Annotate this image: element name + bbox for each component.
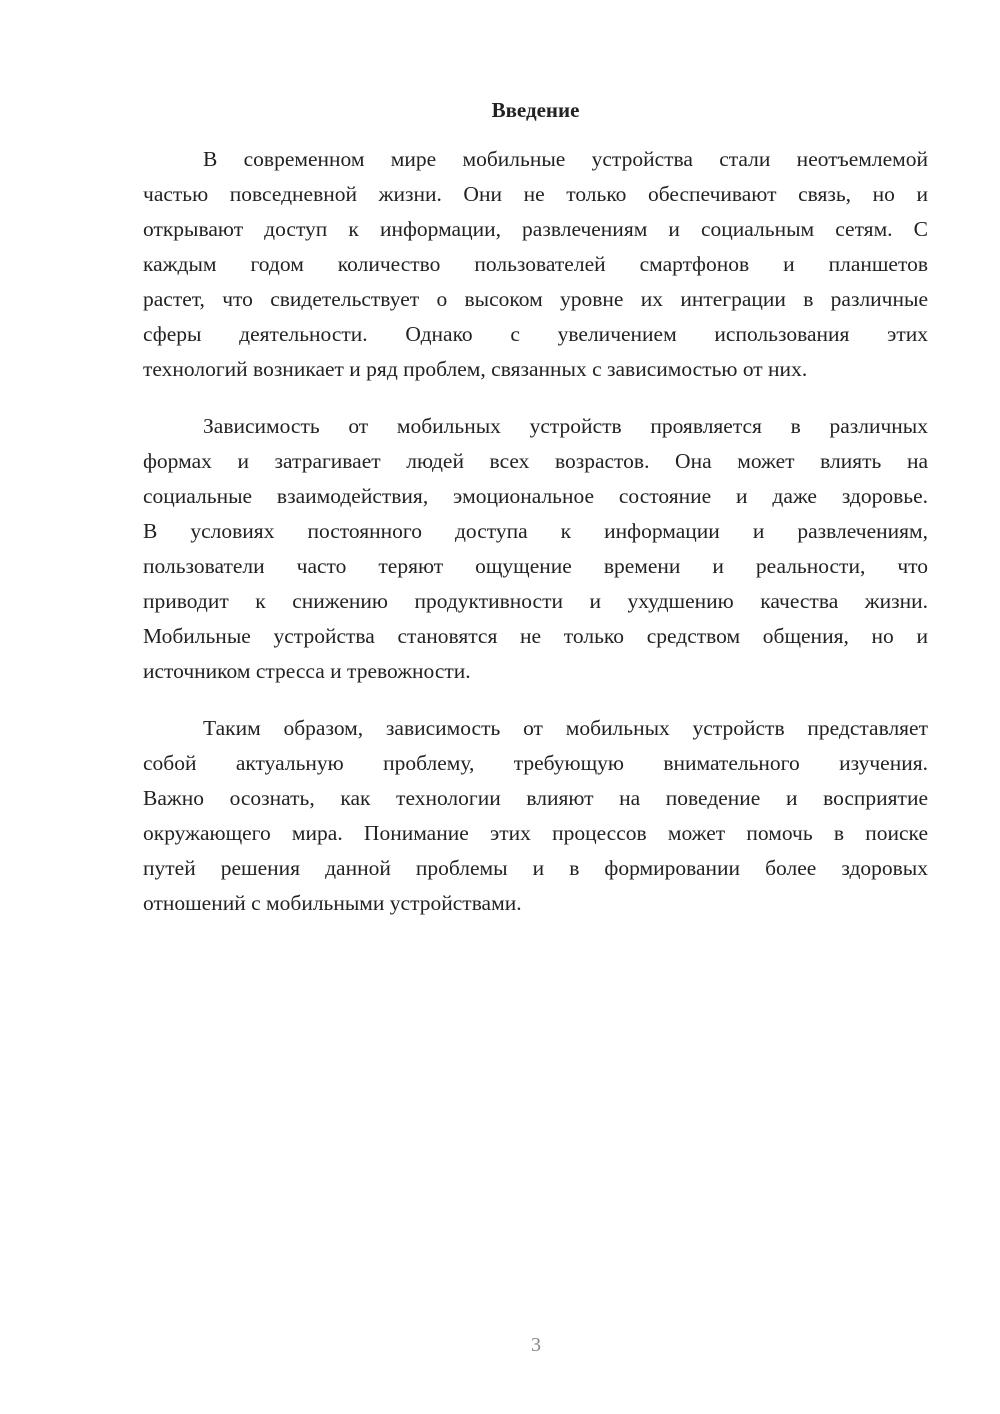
text-line: растет, что свидетельствует о высоком уровне их интеграции в различные (143, 287, 928, 311)
text-line: источником стресса и тревожности. (143, 659, 471, 683)
text-line: В современном мире мобильные устройства стали неотъемлемой (203, 147, 928, 171)
page-number: 3 (531, 1334, 541, 1356)
text-line: пользователи часто теряют ощущение времени и реальности, что (143, 554, 928, 578)
text-line: Зависимость от мобильных устройств проявляется в различных (203, 414, 928, 438)
text-line: открывают доступ к информации, развлечениям и социальным сетям. С (143, 217, 928, 241)
section-title: Введение (491, 98, 580, 122)
text-line: формах и затрагивает людей всех возрастов. Она может влиять на (143, 449, 928, 473)
paragraph-3 (143, 711, 928, 921)
text-line: путей решения данной проблемы и в формировании более здоровых (143, 856, 928, 880)
text-line: технологий возникает и ряд проблем, связанных с зависимостью от них. (143, 357, 808, 381)
text-line: сферы деятельности. Однако с увеличением использования этих (143, 322, 928, 346)
text-line: Таким образом, зависимость от мобильных устройств представляет (203, 716, 928, 740)
text-line: Важно осознать, как технологии влияют на поведение и восприятие (143, 786, 928, 810)
text-line: отношений с мобильными устройствами. (143, 891, 522, 915)
text-line: приводит к снижению продуктивности и ухудшению качества жизни. (143, 589, 928, 613)
text-line: каждым годом количество пользователей смартфонов и планшетов (143, 252, 928, 276)
text-line: собой актуальную проблему, требующую внимательного изучения. (143, 751, 928, 775)
paragraph-1 (143, 142, 928, 387)
text-line: В условиях постоянного доступа к информации и развлечениям, (143, 519, 928, 543)
text-line: окружающего мира. Понимание этих процессов может помочь в поиске (143, 821, 928, 845)
text-line: частью повседневной жизни. Они не только обеспечивают связь, но и (143, 182, 928, 206)
paragraph-2 (143, 409, 928, 689)
text-line: социальные взаимодействия, эмоциональное состояние и даже здоровье. (143, 484, 928, 508)
text-line: Мобильные устройства становятся не только средством общения, но и (143, 624, 928, 648)
